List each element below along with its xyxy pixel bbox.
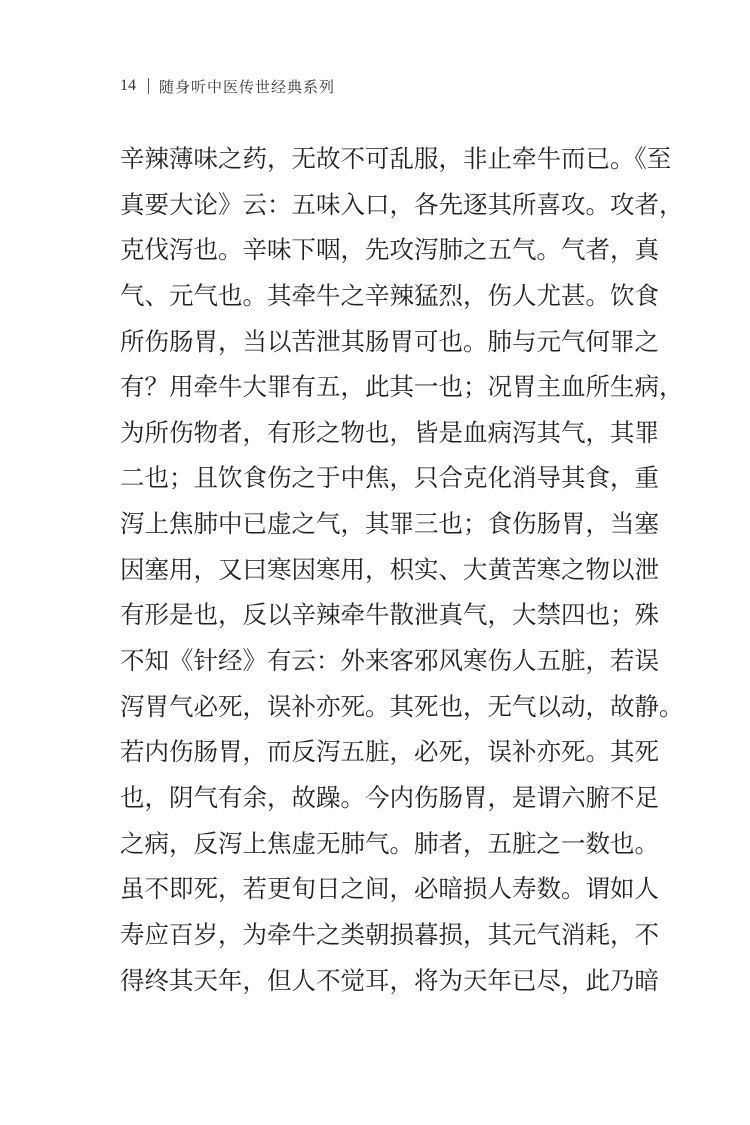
- body-text: [120, 136, 684, 1003]
- text-line: 辛辣薄味之药，无故不可乱服，非止牵牛而已。《至: [120, 144, 672, 173]
- text-line: 真要大论》云：五味入口，各先逐其所喜攻。攻者，: [120, 189, 684, 219]
- text-line: 因塞用，又曰寒因寒用，枳实、大黄苦寒之物以泄: [120, 554, 659, 584]
- page-number: 14: [120, 77, 136, 94]
- text-line: 二也；且饮食伤之于中焦，只合克化消导其食，重: [120, 463, 659, 493]
- text-line: 得终其天年，但人不觉耳，将为天年已尽，此乃暗: [120, 965, 659, 995]
- text-line: 寿应百岁，为牵牛之类朝损暮损，其元气消耗，不: [120, 919, 659, 949]
- text-line: 不知《针经》有云：外来客邪风寒伤人五脏，若误: [120, 646, 659, 676]
- text-line: 虽不即死，若更旬日之间，必暗损人寿数。谓如人: [120, 874, 659, 904]
- text-line: 气、元气也。其牵牛之辛辣猛烈，伤人尤甚。饮食: [120, 280, 659, 310]
- text-line: 若内伤肠胃，而反泻五脏，必死，误补亦死。其死: [120, 737, 659, 767]
- text-line: 有？用牵牛大罪有五，此其一也；况胃主血所生病，: [120, 372, 684, 402]
- text-line: 克伐泻也。辛味下咽，先攻泻肺之五气。气者，真: [120, 235, 659, 265]
- text-line: 为所伤物者，有形之物也，皆是血病泻其气，其罪: [120, 417, 659, 447]
- series-title: 随身听中医传世经典系列: [159, 77, 336, 96]
- text-line: 有形是也，反以辛辣牵牛散泄真气，大禁四也；殊: [120, 600, 659, 630]
- text-line: 所伤肠胃，当以苦泄其肠胃可也。肺与元气何罪之: [120, 326, 659, 356]
- text-line: 泻胃气必死，误补亦死。其死也，无气以动，故静。: [120, 691, 684, 721]
- running-head: [120, 74, 335, 98]
- header-divider: [148, 78, 149, 94]
- text-line: 也，阴气有余，故躁。今内伤肠胃，是谓六腑不足: [120, 782, 659, 812]
- text-line: 之病，反泻上焦虚无肺气。肺者，五脏之一数也。: [120, 828, 659, 858]
- text-line: 泻上焦肺中已虚之气，其罪三也；食伤肠胃，当塞: [120, 509, 659, 539]
